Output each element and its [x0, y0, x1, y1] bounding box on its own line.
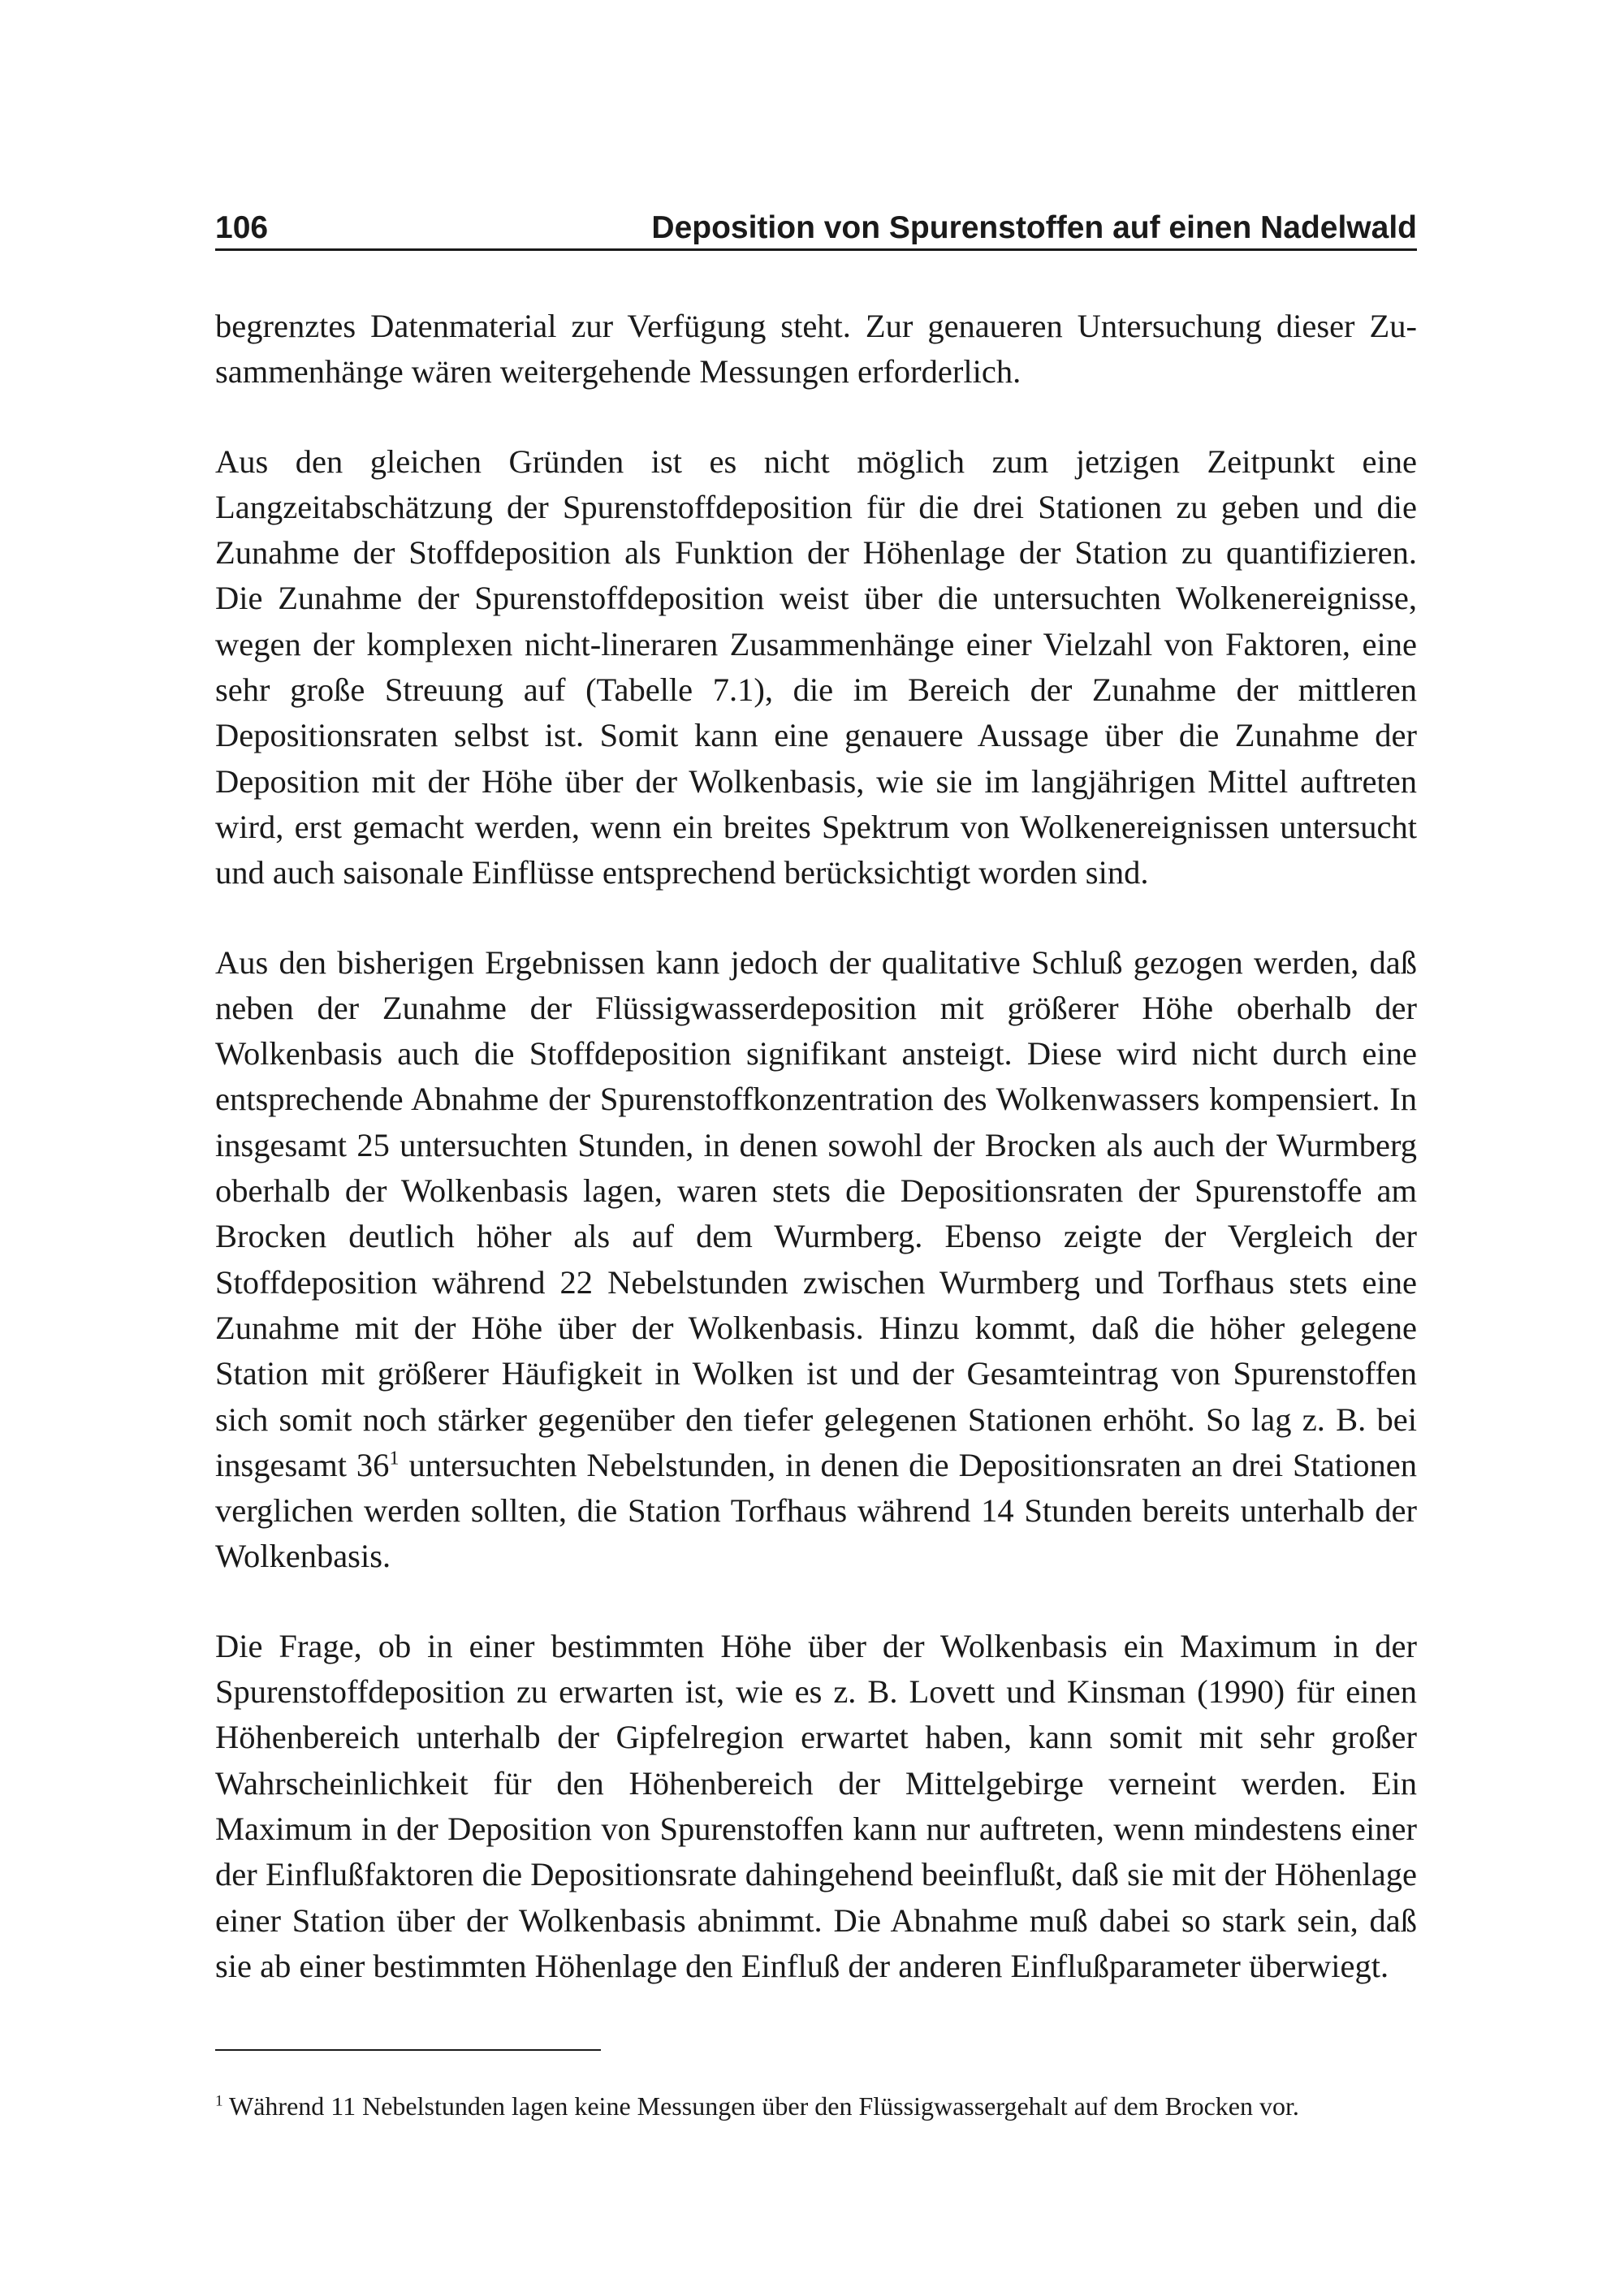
- footnote: [215, 2088, 1417, 2124]
- page-header: [215, 198, 1417, 251]
- paragraph-3-text-continued: untersuchten Nebelstunden, in denen die Depositionsraten an drei Stationen verglichen werden sollten, die Station Torfhaus während 14 Stunden bereits unterhalb der Wolkenbasis.: [215, 1446, 1418, 1575]
- paragraph-3: [215, 940, 1417, 1580]
- paragraph-4-text: Die Frage, ob in einer bestimmten Höhe über der Wolkenbasis ein Maximum in der Spurenstoffdeposition zu erwarten ist, wie es z. B. Lovett und Kinsman (1990) für einen Höhenbereich unterhalb der Gipfelregion erwartet haben, kann somit mit sehr großer Wahrscheinlichkeit für den Höhenbereich der Mittelgebirge verneint werden. Ein Maximum in der Deposition von Spurenstoffen kann nur auftreten, wenn mindestens einer der Einflußfaktoren die Depositionsrate dahingehend beeinflußt, daß sie mit der Höhenlage einer Station über der Wolkenbasis abnimmt. Die Abnahme muß dabei so stark sein, daß sie ab einer bestimmten Höhenlage den Einfluß der anderen Einflußparameter überwiegt.: [215, 1627, 1417, 1984]
- paragraph-1-text: begrenztes Datenmaterial zur Verfügung steht. Zur genaueren Untersuchung dieser Zusammenhänge wären weitergehende Messungen erforderlich.: [215, 308, 1417, 391]
- footnote-reference: 1: [389, 1447, 400, 1470]
- paragraph-1: [215, 304, 1417, 395]
- page-number: 106: [215, 210, 269, 245]
- paragraph-3-text: Aus den bisherigen Ergebnissen kann jedoch der qualitative Schluß gezogen werden, daß neben der Zunahme der Flüssigwasserdeposition mit größerer Höhe oberhalb der Wolkenbasis auch die Stoffdeposition signifikant ansteigt. Diese wird nicht durch eine entsprechende Abnahme der Spurenstoffkonzentration des Wolkenwassers kompensiert. In insgesamt 25 untersuchten Stunden, in denen sowohl der Brocken als auch der Wurmberg oberhalb der Wolkenbasis lagen, waren stets die Depositionsraten der Spurenstoffe am Brocken deutlich höher als auf dem Wurmberg. Ebenso zeigte der Vergleich der Stoffdeposition während 22 Nebelstunden zwischen Wurmberg und Torfhaus stets eine Zunahme mit der Höhe über der Wolkenbasis. Hinzu kommt, daß die höher gelegene Station mit größerer Häufigkeit in Wolken ist und der Gesamteintrag von Spurenstoffen sich somit noch stärker gegenüber den tiefer gelegenen Stationen erhöht. So lag z. B. bei insgesamt 36: [215, 943, 1417, 1483]
- paragraph-2-text: Aus den gleichen Gründen ist es nicht möglich zum jetzigen Zeitpunkt eine Langzeitabschätzung der Spurenstoffdeposition für die drei Stationen zu geben und die Zunahme der Stoffdeposition als Funktion der Höhenlage der Station zu quantifizieren. Die Zunahme der Spurenstoffdeposition weist über die untersuchten Wolkenereignisse, wegen der komplexen nicht-lineraren Zusammenhänge einer Vielzahl von Faktoren, eine sehr große Streuung auf (Tabelle 7.1), die im Bereich der Zunahme der mittleren Depositionsraten selbst ist. Somit kann eine genauere Aussage über die Zunahme der Deposition mit der Höhe über der Wolkenbasis, wie sie im langjährigen Mittel auftreten wird, erst gemacht werden, wenn ein breites Spektrum von Wolkenereignissen untersucht und auch saisonale Einflüsse entsprechend berücksichtigt worden sind.: [215, 442, 1417, 891]
- footnote-text: Während 11 Nebelstunden lagen keine Messungen über den Flüssigwassergehalt auf dem Brocken vor.: [222, 2091, 1299, 2121]
- running-title: Deposition von Spurenstoffen auf einen Nadelwald: [651, 210, 1417, 245]
- footnote-divider: [215, 2049, 601, 2051]
- paragraph-4: [215, 1624, 1417, 1989]
- footnote-mark: 1: [215, 2092, 223, 2110]
- paragraph-2: [215, 439, 1417, 896]
- body-text: [215, 304, 1417, 2033]
